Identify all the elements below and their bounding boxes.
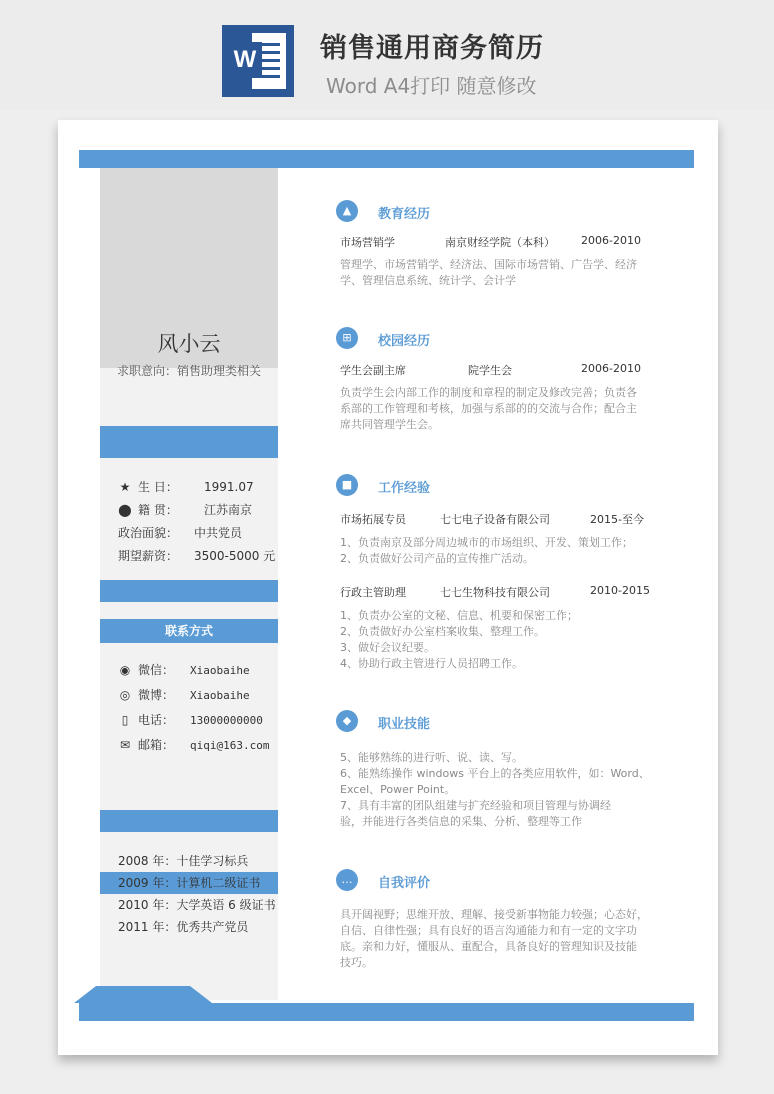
- banner-title: 销售通用商务简历: [320, 33, 544, 64]
- resume-page: [58, 120, 718, 1055]
- self-eval-desc: 具开阔视野；思维开放、理解、接受新事物能力较强；心态好， 自信、自律性强；具有良好的语言沟通能力和有一定的文字功 底。亲和力好，懂服从、重配合，具备良好的管理知识及技能 技巧。: [340, 908, 648, 969]
- header-banner: [0, 0, 774, 110]
- phone-icon: ▯: [121, 713, 129, 727]
- location-pin-icon: ⬤: [118, 503, 132, 517]
- info-hometown: ⬤ 籍 贯： 江苏南京: [118, 503, 253, 517]
- info-birthday: ★ 生 日： 1991.07: [119, 480, 254, 494]
- campus-role: 学生会副主席: [340, 364, 406, 377]
- job-desc: 1、负责南京及部分周边城市的市场组织、开发、策划工作； 2、负责做好公司产品的宣传推广活动。: [340, 536, 633, 565]
- awards-band: [100, 810, 278, 832]
- contact-weibo: ◎ 微博： Xiaobaihe: [119, 688, 250, 702]
- section-title: 自我评价: [378, 876, 431, 891]
- section-band-basic: [100, 426, 278, 458]
- edu-major: 市场营销学: [340, 236, 395, 249]
- section-band-divider: [100, 580, 278, 602]
- contact-wechat: ◉ 微信： Xiaobaihe: [119, 663, 250, 677]
- section-title: 职业技能: [378, 717, 431, 732]
- briefcase-icon: ■: [336, 474, 358, 496]
- section-title: 校园经历: [378, 334, 431, 349]
- dumbbell-icon: ⊞: [336, 327, 358, 349]
- skills-desc: 5、能够熟练的进行听、说、读、写。 6、能熟练操作 windows 平台上的各类应用软件，如：Word、 Excel、Power Point。 7、具有丰富的团队组建与扩充经验和项目管理与协调经 验，并能进行各类信息的采集、分析、整理等工作: [340, 751, 650, 828]
- word-logo-icon: [222, 25, 294, 97]
- contact-phone: ▯ 电话： 13000000000: [118, 711, 263, 728]
- section-title: 工作经验: [378, 481, 431, 496]
- award-item: 2011 年：优秀共产党员: [118, 920, 249, 934]
- sidebar: [100, 168, 278, 1000]
- star-icon: ★: [119, 480, 131, 494]
- job-company: 七七生物科技有限公司: [440, 586, 550, 599]
- campus-org: 院学生会: [468, 364, 512, 377]
- job-desc: 1、负责办公室的文秘、信息、机要和保密工作； 2、负责做好办公室档案收集、整理工作。 3、做好会议纪要。 4、协助行政主管进行人员招聘工作。: [340, 609, 578, 670]
- contact-header: [100, 619, 278, 643]
- contact-title: 联系方式: [164, 624, 213, 638]
- edu-period: 2006-2010: [581, 234, 641, 247]
- edu-school: 南京财经学院（本科）: [445, 236, 555, 249]
- edu-desc: 管理学、市场营销学、经济法、国际市场营销、广告学、经济 学、管理信息系统、统计学、会计学: [340, 258, 637, 287]
- weibo-icon: ◎: [119, 688, 131, 702]
- job-period: 2015-至今: [590, 513, 644, 526]
- contact-email: ✉ 邮箱： qiqi@163.com: [119, 738, 270, 752]
- banner-subtitle: Word A4打印 随意修改: [326, 74, 537, 98]
- graduation-cap-icon: ▲: [336, 200, 358, 222]
- info-political: 政治面貌： 中共党员: [118, 526, 243, 540]
- job-role: 市场拓展专员: [340, 513, 406, 526]
- campus-desc: 负责学生会内部工作的制度和章程的制定及修改完善；负责各 系部的工作管理和考核，加强与系部的的交流与合作；配合主 席共同管理学生会。: [340, 386, 637, 431]
- info-salary: 期望薪资： 3500-5000 元: [118, 549, 276, 563]
- award-item: 2009 年：计算机二级证书: [118, 876, 261, 890]
- job-intent: 求职意向：销售助理类相关: [116, 364, 261, 378]
- layers-icon: ◆: [336, 710, 358, 732]
- bottom-stripe: [79, 1003, 694, 1021]
- mail-icon: ✉: [119, 738, 131, 752]
- sidebar-notch: [74, 986, 212, 1003]
- job-period: 2010-2015: [590, 584, 650, 597]
- candidate-name: 风小云: [157, 332, 221, 356]
- award-item: 2010 年：大学英语 6 级证书: [118, 898, 276, 912]
- wechat-icon: ◉: [119, 663, 131, 677]
- section-title: 教育经历: [378, 207, 431, 222]
- job-role: 行政主管助理: [340, 586, 406, 599]
- top-stripe: [79, 150, 694, 168]
- chat-bubble-icon: …: [336, 869, 358, 891]
- word-logo-letter: W: [228, 42, 262, 78]
- campus-period: 2006-2010: [581, 362, 641, 375]
- award-item: 2008 年：十佳学习标兵: [118, 854, 249, 868]
- job-company: 七七电子设备有限公司: [440, 513, 550, 526]
